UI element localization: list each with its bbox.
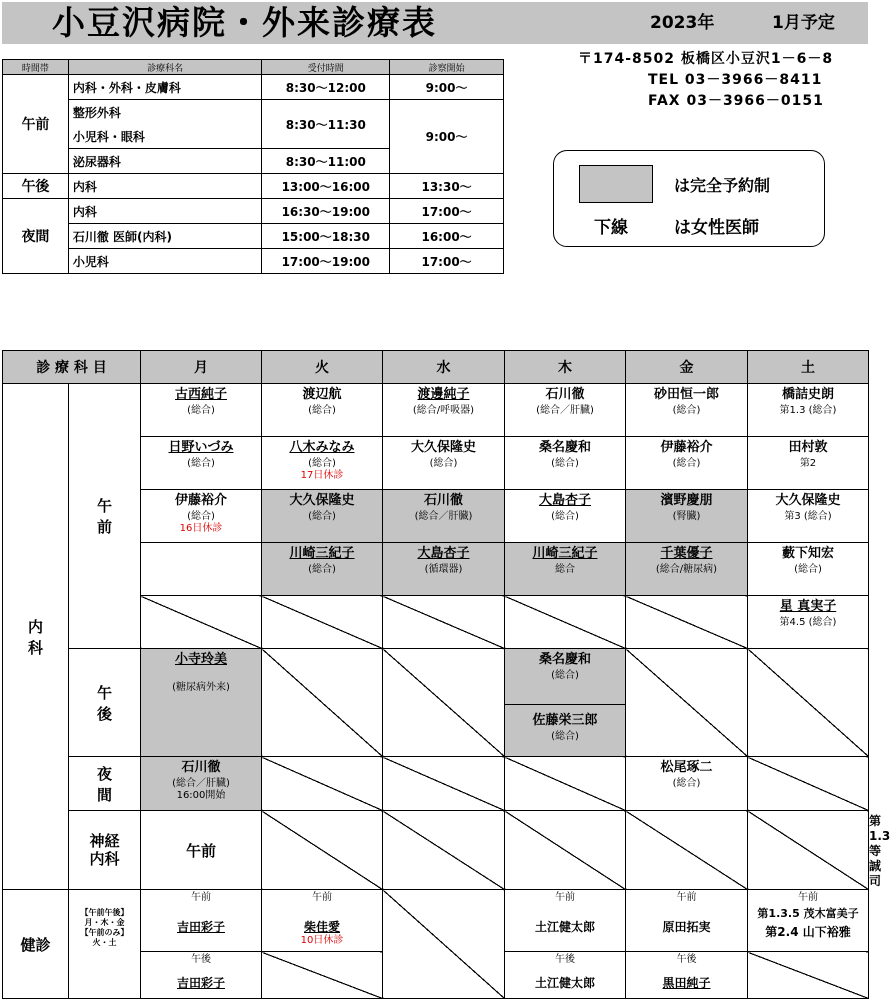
- legend-gray-text: は完全予約制: [674, 176, 771, 195]
- doctor-name: 八木みなみ: [289, 440, 355, 455]
- doctor-name: 土江健太郎: [534, 920, 595, 934]
- slot-cell-reserved: [505, 543, 626, 596]
- empty-slot: [383, 596, 505, 649]
- slot-cell: [141, 437, 262, 490]
- empty-slot: [748, 952, 869, 999]
- doctor-name: 伊藤裕介: [174, 493, 227, 508]
- slot-cell: [141, 490, 262, 543]
- slot-cell-reserved: [141, 757, 262, 811]
- doctor-name: 黒田純子: [662, 976, 711, 990]
- slot-cell-reserved: [505, 705, 626, 757]
- hours-header-cell: 診察開始: [390, 60, 504, 75]
- slot-cell-reserved: [383, 490, 505, 543]
- doctor-name: 吉田彩子: [176, 976, 225, 990]
- empty-slot: [383, 757, 505, 811]
- header-sat: 土: [748, 351, 869, 384]
- start-cell: 17:00～: [390, 249, 504, 274]
- dept-cell: 石川徹 医師(内科): [68, 224, 262, 249]
- slot-cell: [748, 490, 869, 543]
- slot-cell: [383, 437, 505, 490]
- slot-cell: [262, 890, 383, 952]
- specialty: (総合): [672, 778, 701, 789]
- table-row: 神経 内科 午前 第1.3 等誠司: [3, 811, 869, 890]
- closed-note: 17日休診: [300, 470, 344, 481]
- legend-gray-swatch: [579, 165, 653, 203]
- legend-underline-label: 下線: [594, 218, 628, 238]
- doctor-name: 大久保隆史: [775, 493, 841, 508]
- slot-cell: [626, 952, 748, 999]
- empty-slot: [383, 649, 505, 757]
- doctor-name: 藪下知宏: [781, 546, 834, 561]
- label-kenshin: 健診: [3, 890, 69, 999]
- specialty: (糖尿病外来): [172, 682, 230, 693]
- tel-line: TEL 03－3966－8411: [648, 72, 823, 88]
- specialty: (総合／肝臓): [172, 778, 230, 789]
- doctor-name: 石川徹: [181, 760, 221, 775]
- slot-cell: [505, 890, 626, 952]
- specialty: (総合/糖尿病): [655, 564, 718, 575]
- slot-cell: [505, 437, 626, 490]
- empty-slot: [748, 649, 869, 757]
- slot-cell: [748, 384, 869, 437]
- dept-cell: 整形外科: [68, 100, 262, 125]
- legend-box: [553, 150, 825, 247]
- doctor-name: 桑名慶和: [538, 652, 591, 667]
- empty-slot: [383, 890, 505, 999]
- slot-cell-reserved: [505, 649, 626, 705]
- doctor-name: 川崎三紀子: [289, 546, 355, 561]
- slot-cell: [505, 490, 626, 543]
- doctor-name: 川崎三紀子: [532, 546, 598, 561]
- slot-cell-reserved: [262, 543, 383, 596]
- time-tag: 午後: [191, 954, 211, 965]
- dept-cell: 泌尿器科: [68, 149, 262, 174]
- doctor-name: 日野いづみ: [168, 440, 234, 455]
- table-row: [3, 224, 504, 249]
- doctor-name: 土江健太郎: [534, 976, 595, 990]
- dept-cell: 小児科: [68, 249, 262, 274]
- table-row: [3, 199, 504, 224]
- specialty: (循環器): [424, 564, 463, 575]
- table-row: [3, 757, 869, 811]
- label-am: 午 前: [69, 384, 141, 649]
- table-row: [3, 249, 504, 274]
- time-tag: 午前: [312, 892, 332, 903]
- doctor-name: 渡邊純子: [417, 387, 470, 402]
- specialty: (総合): [308, 405, 336, 416]
- time-tag: 午前: [676, 892, 697, 903]
- doctor-name: 第2.4 山下裕雅: [765, 925, 851, 939]
- doctor-name: 砂田恒一郎: [653, 387, 719, 402]
- hours-header-cell: 受付時間: [262, 60, 390, 75]
- legend-underline-text: は女性医師: [674, 218, 759, 238]
- label-pm: 午 後: [69, 649, 141, 757]
- slot-cell-reserved: [626, 543, 748, 596]
- empty-slot: [626, 596, 748, 649]
- dept-cell: 内科: [68, 199, 262, 224]
- doctor-name: 石川徹: [423, 493, 463, 508]
- slot-cell: [505, 384, 626, 437]
- specialty: (総合): [551, 670, 579, 681]
- slot-cell-reserved: [262, 490, 383, 543]
- specialty: (総合): [187, 511, 215, 522]
- hours-header-row: [3, 60, 504, 75]
- start-cell: 9:00～: [390, 100, 504, 174]
- doctor-name: 桑名慶和: [538, 440, 591, 455]
- header-fri: 金: [626, 351, 748, 384]
- specialty: (総合): [551, 731, 579, 742]
- title-bar: [2, 2, 868, 44]
- doctor-name: 大久保隆史: [289, 493, 355, 508]
- slot-cell-reserved: [141, 649, 262, 757]
- specialty: (総合): [551, 458, 579, 469]
- specialty: (総合／肝臓): [536, 405, 594, 416]
- doctor-name: 濱野慶朋: [660, 493, 713, 508]
- slot-cell: [626, 757, 748, 811]
- slot-cell: [626, 437, 748, 490]
- recv-cell: 16:30～19:00: [262, 199, 390, 224]
- slot-cell-reserved: [626, 490, 748, 543]
- empty-slot: [262, 596, 383, 649]
- empty-slot: [626, 649, 748, 757]
- specialty: 第3 (総合): [784, 511, 832, 522]
- empty-slot: [505, 596, 626, 649]
- table-row: [3, 100, 504, 125]
- doctor-name: 渡辺航: [302, 387, 342, 402]
- slot-cell: [748, 437, 869, 490]
- header-thu: 木: [505, 351, 626, 384]
- label-night: 夜 間: [69, 757, 141, 811]
- specialty: (総合/呼吸器): [412, 405, 475, 416]
- specialty: (総合): [794, 564, 822, 575]
- slot-cell: [141, 890, 262, 952]
- start-cell: 16:00～: [390, 224, 504, 249]
- specialty: (総合／肝臓): [414, 511, 473, 522]
- header-subject: 診 療 科 目: [3, 351, 141, 384]
- slot-cell: [748, 596, 869, 649]
- recv-cell: 15:00～18:30: [262, 224, 390, 249]
- time-tag: 午後: [676, 954, 697, 965]
- doctor-name: 伊藤裕介: [660, 440, 713, 455]
- start-cell: 17:00～: [390, 199, 504, 224]
- doctor-name: 柴佳愛: [303, 920, 340, 934]
- slot-cell: [383, 384, 505, 437]
- doctor-name: 大島杏子: [417, 546, 470, 561]
- specialty: 第4.5 (総合): [779, 617, 837, 628]
- closed-note: 10日休診: [300, 935, 344, 946]
- slot-cell: [141, 952, 262, 999]
- recv-cell: 8:30～11:30: [262, 100, 390, 149]
- empty-slot: [505, 757, 626, 811]
- slot-cell: [262, 437, 383, 490]
- empty-slot: [626, 811, 748, 890]
- slot-cell: [748, 543, 869, 596]
- title-year: 2023年: [650, 13, 715, 33]
- specialty: (総合): [672, 405, 701, 416]
- specialty: (総合): [187, 458, 215, 469]
- schedule-table: [2, 350, 890, 999]
- specialty: 総合: [555, 564, 575, 575]
- slot-cell: [748, 890, 869, 952]
- schedule-header-row: [3, 351, 869, 384]
- table-row: [3, 174, 504, 199]
- specialty: (総合): [672, 458, 701, 469]
- specialty: 第1.3 (総合): [779, 405, 837, 416]
- specialty: (総合): [308, 511, 336, 522]
- empty-slot: [262, 649, 383, 757]
- doctor-name: 原田拓実: [662, 920, 711, 934]
- dept-cell: 小児科・眼科: [68, 124, 262, 149]
- label-shinkei-am: 午前: [141, 811, 262, 890]
- period-am: 午前: [3, 75, 69, 174]
- time-tag: 午前: [191, 892, 211, 903]
- recv-cell: 8:30～11:00: [262, 149, 390, 174]
- doctor-name: 佐藤栄三郎: [532, 713, 598, 728]
- doctor-name: 第1.3.5 茂木富美子: [757, 907, 859, 920]
- specialty: 第2: [799, 458, 817, 469]
- doctor-name: 松尾琢二: [660, 760, 713, 775]
- table-row: [3, 649, 869, 705]
- empty-slot: [262, 757, 383, 811]
- start-cell: 13:30～: [390, 174, 504, 199]
- table-row: [3, 890, 869, 952]
- empty-slot: [748, 757, 869, 811]
- empty-slot: [383, 811, 505, 890]
- label-shinkei: 神経 内科: [69, 811, 141, 890]
- empty-slot: [141, 543, 262, 596]
- doctor-name: 小寺玲美: [174, 652, 227, 667]
- address-line: 〒174-8502 板橋区小豆沢1－6－8: [578, 51, 834, 67]
- specialty: (総合): [308, 458, 336, 469]
- period-night: 夜間: [3, 199, 69, 274]
- start-note: 16:00開始: [176, 790, 226, 801]
- header-wed: 水: [383, 351, 505, 384]
- slot-cell: [626, 890, 748, 952]
- time-tag: 午前: [798, 892, 818, 903]
- specialty: (総合): [308, 564, 336, 575]
- closed-note: 16日休診: [179, 523, 223, 534]
- empty-slot: [141, 596, 262, 649]
- start-cell: 9:00～: [390, 75, 504, 100]
- doctor-name: 橋詰史朗: [781, 387, 834, 402]
- label-naika: 内 科: [3, 384, 69, 890]
- fax-line: FAX 03－3966－0151: [648, 93, 824, 109]
- dept-cell: 内科: [68, 174, 262, 199]
- empty-slot: [262, 811, 383, 890]
- table-row: [3, 384, 869, 437]
- specialty: (総合): [187, 405, 215, 416]
- recv-cell: 8:30～12:00: [262, 75, 390, 100]
- slot-cell: [141, 384, 262, 437]
- doctor-name: 古西純子: [174, 387, 227, 402]
- time-tag: 午前: [555, 892, 575, 903]
- doctor-name: 大島杏子: [538, 493, 591, 508]
- hours-header-cell: 時間帯: [3, 60, 69, 75]
- kenshin-note: 【午前午後】 月・木・金 【午前のみ】 火・土: [69, 890, 141, 999]
- header-tue: 火: [262, 351, 383, 384]
- slot-cell-reserved: [383, 543, 505, 596]
- doctor-name: 大久保隆史: [410, 440, 476, 455]
- specialty: (総合): [429, 458, 458, 469]
- recv-cell: 17:00～19:00: [262, 249, 390, 274]
- hours-table: [2, 59, 504, 274]
- dept-cell: 内科・外科・皮膚科: [68, 75, 262, 100]
- period-pm: 午後: [3, 174, 69, 199]
- slot-cell: [626, 384, 748, 437]
- specialty: (総合): [551, 511, 579, 522]
- doctor-name: 田村敦: [788, 440, 828, 455]
- empty-slot: [505, 811, 626, 890]
- hours-header-cell: 診療科名: [68, 60, 262, 75]
- empty-slot: [748, 811, 869, 890]
- table-row: [3, 75, 504, 100]
- doctor-name: 星 真実子: [779, 599, 837, 614]
- specialty: (腎臓): [672, 511, 701, 522]
- time-tag: 午後: [555, 954, 575, 965]
- doctor-name: 石川徹: [545, 387, 585, 402]
- page-title: 小豆沢病院・外来診療表: [52, 3, 437, 42]
- header-mon: 月: [141, 351, 262, 384]
- slot-cell: [505, 952, 626, 999]
- slot-cell: [262, 384, 383, 437]
- recv-cell: 13:00～16:00: [262, 174, 390, 199]
- empty-slot: [262, 952, 383, 999]
- doctor-name: 千葉優子: [660, 546, 713, 561]
- title-month: 1月予定: [772, 13, 835, 33]
- doctor-name: 吉田彩子: [176, 920, 225, 934]
